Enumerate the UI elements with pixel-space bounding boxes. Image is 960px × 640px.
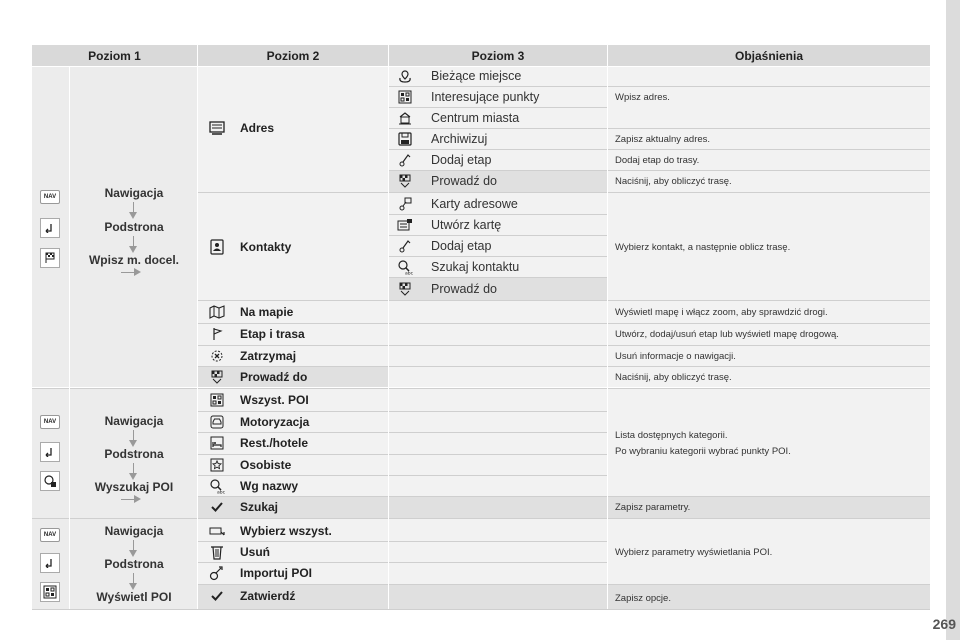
row-highlight — [389, 171, 607, 192]
row-divider — [198, 345, 930, 346]
level1-podstrona: Podstrona — [104, 220, 164, 234]
down-arrow-icon — [133, 202, 134, 213]
map-icon — [205, 302, 229, 322]
level1-wyszukaj-poi: Wyszukaj POI — [94, 480, 174, 494]
level2-prowadz-do[interactable]: Prowadź do — [240, 370, 308, 384]
down-arrow-icon — [133, 236, 134, 247]
level3-dodaj-etap-2[interactable]: Dodaj etap — [431, 239, 492, 253]
expl-wybierz-kontakt: Wybierz kontakt, a następnie oblicz trasę. — [615, 241, 791, 253]
hotel-icon — [205, 433, 229, 453]
level2-kontakty[interactable]: Kontakty — [240, 240, 292, 254]
add-stage-icon — [395, 150, 415, 170]
level2-motoryzacja[interactable]: Motoryzacja — [240, 415, 310, 429]
guide-to-flag-icon — [205, 367, 229, 387]
level2-zatrzymaj[interactable]: Zatrzymaj — [240, 349, 297, 363]
level2-osobiste[interactable]: Osobiste — [240, 458, 292, 472]
contacts-icon — [205, 237, 229, 257]
submenu-icon — [40, 218, 60, 238]
level1-wpisz-m-docel: Wpisz m. docel. — [88, 253, 179, 267]
checkmark-icon — [205, 586, 229, 606]
route-flag-icon — [205, 324, 229, 344]
level2-etap-i-trasa[interactable]: Etap i trasa — [240, 327, 305, 341]
nav-badge: NAV — [40, 528, 60, 542]
expl-zatrzymaj: Usuń informacje o nawigacji. — [615, 350, 736, 362]
page-number: 269 — [932, 616, 956, 632]
nav-badge: NAV — [40, 415, 60, 429]
level1-wyswietl-poi: Wyświetl POI — [96, 590, 172, 604]
level3-szukaj-kontaktu[interactable]: Szukaj kontaktu — [431, 260, 520, 274]
expl-lista-kategorii: Lista dostępnych kategorii. — [615, 429, 728, 441]
row-divider — [389, 235, 607, 236]
level2-wybierz-wszyst[interactable]: Wybierz wszyst. — [240, 524, 332, 538]
expl-wybrac-punkty: Po wybraniu kategorii wybrać punkty POI. — [615, 445, 791, 457]
row-divider — [389, 256, 607, 257]
select-all-icon — [205, 521, 229, 541]
level2-na-mapie[interactable]: Na mapie — [240, 305, 294, 319]
level3-biezace-miejsce[interactable]: Bieżące miejsce — [431, 69, 522, 83]
row-divider — [389, 214, 607, 215]
submenu-icon — [40, 553, 60, 573]
header-poziom-3: Poziom 3 — [389, 45, 607, 66]
level3-centrum-miasta[interactable]: Centrum miasta — [431, 111, 520, 125]
header-objasnienia: Objaśnienia — [608, 45, 930, 66]
level3-prowadz-do[interactable]: Prowadź do — [431, 174, 498, 188]
row-divider — [198, 562, 607, 563]
row-divider — [198, 432, 607, 433]
checkmark-icon — [205, 497, 229, 517]
svg-text:abc: abc — [217, 490, 225, 494]
row-divider — [389, 107, 607, 108]
down-arrow-icon — [133, 430, 134, 441]
stop-navigation-icon — [205, 346, 229, 366]
expl-na-mapie: Wyświetl mapę i włącz zoom, aby sprawdzić drogi. — [615, 306, 828, 318]
right-arrow-icon — [121, 272, 135, 273]
add-stage-icon — [395, 236, 415, 256]
expl-prowadz-do: Naciśnij, aby obliczyć trasę. — [615, 371, 732, 383]
level1-nawigacja: Nawigacja — [104, 414, 164, 428]
level1-nawigacja: Nawigacja — [104, 186, 164, 200]
level3-prowadz-do-2[interactable]: Prowadź do — [431, 282, 498, 296]
page-edge-tab — [946, 0, 960, 640]
row-divider — [198, 323, 930, 324]
level3-archiwizuj[interactable]: Archiwizuj — [431, 132, 488, 146]
group-divider — [32, 388, 930, 389]
col-divider — [388, 45, 389, 609]
level2-wg-nazwy[interactable]: Wg nazwy — [240, 479, 299, 493]
col-divider — [607, 45, 608, 609]
right-arrow-icon — [121, 499, 135, 500]
poi-search-icon — [40, 471, 60, 491]
poi-display-icon — [40, 582, 60, 602]
row-divider — [198, 366, 930, 367]
submenu-icon — [40, 442, 60, 462]
create-card-icon — [395, 215, 415, 235]
level2-szukaj[interactable]: Szukaj — [240, 500, 279, 514]
header-poziom-1: Poziom 1 — [32, 45, 197, 66]
level2-importuj-poi[interactable]: Importuj POI — [240, 566, 312, 580]
down-arrow-icon — [133, 463, 134, 474]
table-bottom — [32, 609, 930, 610]
level1-nawigacja: Nawigacja — [104, 524, 164, 538]
city-center-icon — [395, 108, 415, 128]
header-poziom-2: Poziom 2 — [198, 45, 388, 66]
down-arrow-icon — [133, 573, 134, 584]
expl-parametry-wyswietlania: Wybierz parametry wyświetlania POI. — [615, 546, 773, 558]
row-divider — [198, 584, 930, 585]
guide-to-flag-icon — [395, 171, 415, 191]
level1-podstrona: Podstrona — [104, 447, 164, 461]
expl-oblicz-trase: Naciśnij, aby obliczyć trasę. — [615, 175, 732, 187]
search-contact-icon — [395, 257, 415, 277]
usb-import-icon — [205, 563, 229, 583]
row-divider — [198, 541, 607, 542]
search-by-name-icon — [205, 476, 229, 496]
trash-icon — [205, 542, 229, 562]
row-divider — [198, 496, 930, 497]
expl-dodaj-etap: Dodaj etap do trasy. — [615, 154, 700, 166]
down-arrow-icon — [133, 540, 134, 551]
all-poi-icon — [205, 390, 229, 410]
row-divider — [198, 300, 930, 301]
row-divider — [198, 192, 930, 193]
row-highlight — [198, 497, 930, 518]
row-highlight — [389, 278, 607, 300]
row-highlight — [198, 585, 930, 609]
expl-zapisz-opcje: Zapisz opcje. — [615, 592, 671, 604]
poi-icon — [395, 87, 415, 107]
address-card-icon — [205, 118, 229, 138]
nav-badge: NAV — [40, 190, 60, 204]
level3-dodaj-etap[interactable]: Dodaj etap — [431, 153, 492, 167]
star-icon — [205, 455, 229, 475]
expl-zapisz-parametry: Zapisz parametry. — [615, 501, 691, 513]
archive-save-icon — [395, 129, 415, 149]
level2-zatwierdz[interactable]: Zatwierdź — [240, 589, 296, 603]
row-divider — [389, 277, 607, 278]
col-divider — [197, 45, 198, 609]
expl-etap-i-trasa: Utwórz, dodaj/usuń etap lub wyświetl mapę drogową. — [615, 328, 839, 340]
expl-zapisz-aktualny-adres: Zapisz aktualny adres. — [615, 133, 711, 145]
group-divider — [32, 518, 930, 519]
level3-interesujace-punkty[interactable]: Interesujące punkty — [431, 90, 540, 104]
row-divider — [389, 149, 930, 150]
row-divider — [198, 454, 607, 455]
level2-usun[interactable]: Usuń — [240, 545, 270, 559]
row-divider — [389, 128, 930, 129]
row-divider — [389, 170, 930, 171]
address-cards-icon — [395, 194, 415, 214]
expl-wpisz-adres: Wpisz adres. — [615, 91, 670, 103]
car-icon — [205, 412, 229, 432]
level3-karty-adresowe[interactable]: Karty adresowe — [431, 197, 518, 211]
level3-utworz-karte[interactable]: Utwórz kartę — [431, 218, 502, 232]
level2-adres[interactable]: Adres — [240, 121, 275, 135]
level1-podstrona: Podstrona — [104, 557, 164, 571]
row-divider — [198, 411, 607, 412]
col-divider — [69, 67, 70, 609]
row-divider — [389, 86, 930, 87]
level2-rest-hotele[interactable]: Rest./hotele — [240, 436, 309, 450]
current-location-icon — [395, 66, 415, 86]
row-divider — [198, 475, 607, 476]
flag-icon — [40, 248, 60, 268]
level2-wszyst-poi[interactable]: Wszyst. POI — [240, 393, 309, 407]
svg-text:abc: abc — [405, 271, 413, 275]
guide-to-flag-icon — [395, 279, 415, 299]
